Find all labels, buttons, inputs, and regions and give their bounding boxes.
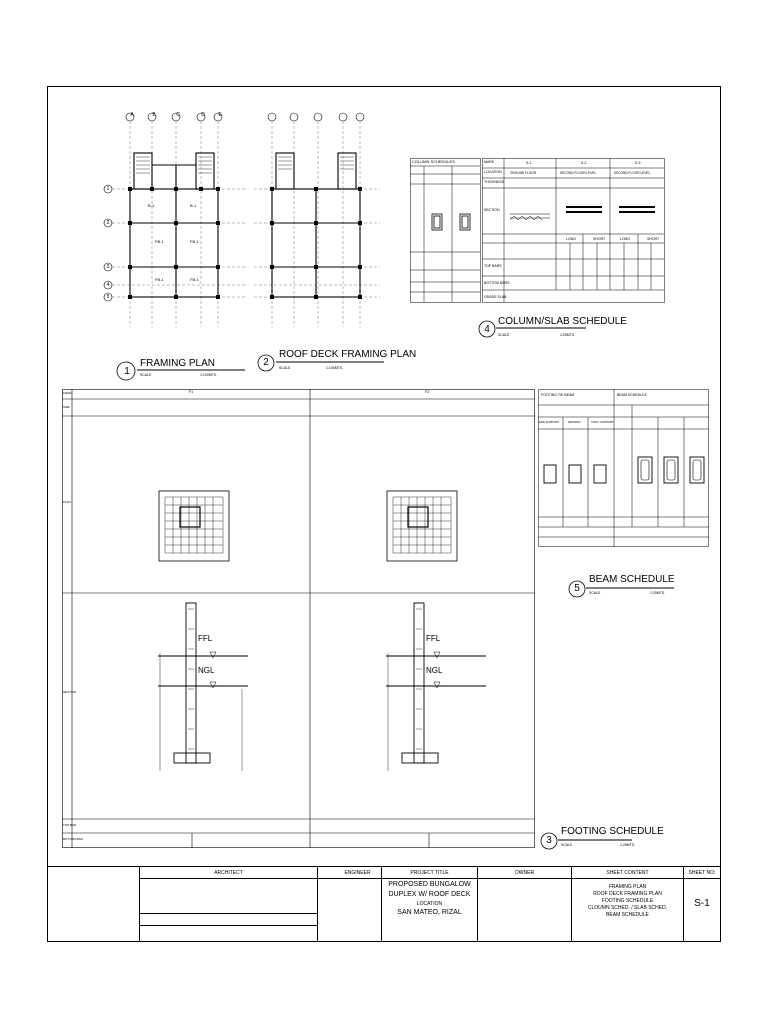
beam-right-header: BEAM SCHEDULE (617, 393, 647, 397)
footing-row-size: SIZE (63, 405, 70, 409)
architect-cell (139, 867, 317, 942)
footing-col-f1: F1 (189, 390, 194, 394)
sheet-content-cell (571, 867, 683, 942)
grid-label-3: 3 (106, 264, 110, 270)
framing-plan-1-drawing (104, 113, 245, 327)
beam-scale-value: 1:25MTS. (650, 591, 666, 595)
grid-label-c: C (176, 112, 180, 118)
column-slab-schedule-table (410, 158, 666, 304)
slab-loc-s2: SECOND FLOOR LEVEL (560, 171, 597, 175)
grid-label-e: E (218, 112, 222, 118)
slab-long-2: LONG (620, 237, 630, 241)
footing-ffl-2: FFL (426, 634, 441, 643)
slab-row-mark: MARK (484, 160, 495, 164)
footing-scale-value: 1:25MTS. (620, 843, 636, 847)
architect-label: ARCHITECT (214, 870, 243, 876)
title-block (47, 866, 721, 942)
column-schedule-header: COLUMN SCHEDULES (412, 159, 455, 164)
svg-text:B-1: B-1 (190, 203, 197, 208)
footing-schedule-table (62, 389, 536, 851)
footing-row-mark: MARK (63, 391, 72, 395)
grid-label-5: 5 (106, 294, 110, 300)
project-line-1: PROPOSED BUNGALOW (388, 881, 471, 888)
location-label: LOCATION (416, 901, 443, 907)
grid-label-b: B (152, 112, 156, 118)
svg-text:FB-1: FB-1 (190, 239, 199, 244)
footing-row-plan: PLAN (63, 500, 71, 504)
slab-long-1: LONG (566, 237, 576, 241)
column-slab-title: COLUMN/SLAB SCHEDULE (498, 316, 627, 327)
footing-ffl-1: FFL (198, 634, 213, 643)
footing-number: 3 (546, 835, 552, 846)
slab-row-section: SECTION (484, 208, 500, 212)
location-value: SAN MATEO, RIZAL (397, 909, 462, 916)
content-item-2: ROOF DECK FRAMING PLAN (593, 891, 662, 897)
beam-sub-cont-support: CONT. SUPPORT (591, 420, 614, 424)
footing-ngl-2: NGL (426, 666, 443, 675)
slab-short-2: SHORT (647, 237, 660, 241)
footing-title: FOOTING SCHEDULE (561, 826, 664, 837)
beam-title: BEAM SCHEDULE (589, 574, 675, 585)
engineer-label: ENGINEER (344, 870, 371, 876)
owner-label: OWNER (514, 870, 535, 876)
grid-label-1: 1 (106, 186, 110, 192)
grid-label-a: A (130, 112, 134, 118)
roof-plan-scale-value: 1:100MTS. (326, 366, 344, 370)
grid-label-4: 4 (106, 282, 110, 288)
svg-text:B-1: B-1 (148, 203, 155, 208)
slab-row-thickness: THICKNESS (484, 180, 505, 184)
slab-col-s3: S-3 (635, 161, 641, 165)
owner-cell (477, 867, 571, 942)
footing-row-top-bar: TOP BAR (63, 823, 77, 827)
framing-plan-number: 1 (124, 366, 130, 377)
svg-text:FB-1: FB-1 (155, 277, 164, 282)
slab-col-s1: S-1 (526, 161, 532, 165)
roof-plan-scale-label: SCALE (279, 366, 291, 370)
grid-label-2: 2 (106, 220, 110, 226)
column-slab-scale-value: 1:25MTS. (560, 333, 576, 337)
beam-sub-midspan: MIDSPAN (568, 420, 581, 424)
footing-ngl-1: NGL (198, 666, 215, 675)
beam-scale-label: SCALE (589, 591, 601, 595)
project-title-label: PROJECT TITLE (410, 870, 449, 876)
svg-text:FB-1: FB-1 (155, 239, 164, 244)
slab-row-grade-slab: GRADE SLAB (484, 295, 507, 299)
footing-col-f2: F2 (425, 390, 430, 394)
roof-plan-title: ROOF DECK FRAMING PLAN (279, 349, 417, 360)
beam-number: 5 (574, 583, 580, 594)
project-title-cell (381, 867, 477, 942)
slab-loc-s1: GROUND FLOOR (510, 171, 537, 175)
content-item-1: FRAMING PLAN (608, 884, 647, 890)
footing-row-section: SECTION (63, 690, 77, 694)
footing-scale-label: SCALE (561, 843, 573, 847)
slab-col-s2: S-2 (581, 161, 587, 165)
engineer-cell (334, 867, 381, 942)
column-slab-scale-label: SCALE (498, 333, 510, 337)
svg-text:FB-1: FB-1 (190, 277, 199, 282)
framing-plans-drawing (100, 105, 390, 385)
roof-plan-number: 2 (263, 357, 269, 368)
beam-sub-end-support: END SUPPORT (539, 420, 560, 424)
sheet-no-cell (683, 867, 720, 942)
beam-schedule-table (538, 389, 710, 549)
sheet-content-label: SHEET CONTENT (606, 870, 649, 876)
framing-plan-scale-label: SCALE (140, 373, 152, 377)
column-slab-number: 4 (484, 324, 490, 335)
grid-label-d: D (201, 112, 205, 118)
sheet-no-value: S-1 (694, 898, 710, 909)
slab-loc-s3: SECOND FLOOR LEVEL (614, 171, 651, 175)
slab-row-bottom-bars: BOTTOM BARS (484, 281, 510, 285)
project-line-2: DUPLEX W/ ROOF DECK (388, 891, 471, 898)
content-item-4: CLOUMN SCHED. / SLAB SCHED. (587, 905, 668, 911)
content-item-3: FOOTING SCHEDULE (601, 898, 654, 904)
slab-short-1: SHORT (593, 237, 606, 241)
footing-row-bottom-bar: BOTTOM BAR (63, 837, 83, 841)
slab-row-location: LOCATION (484, 170, 502, 174)
framing-plan-scale-value: 1:100MTS. (200, 373, 218, 377)
roof-deck-plan-drawing (254, 113, 380, 327)
beam-left-header: FOOTING TIE BEAM (541, 393, 575, 397)
sheet-no-label: SHEET NO: (688, 870, 716, 876)
slab-row-top-bars: TOP BARS (484, 264, 502, 268)
content-item-5: BEAM SCHEDULE (606, 912, 649, 918)
framing-plan-title: FRAMING PLAN (140, 358, 216, 369)
